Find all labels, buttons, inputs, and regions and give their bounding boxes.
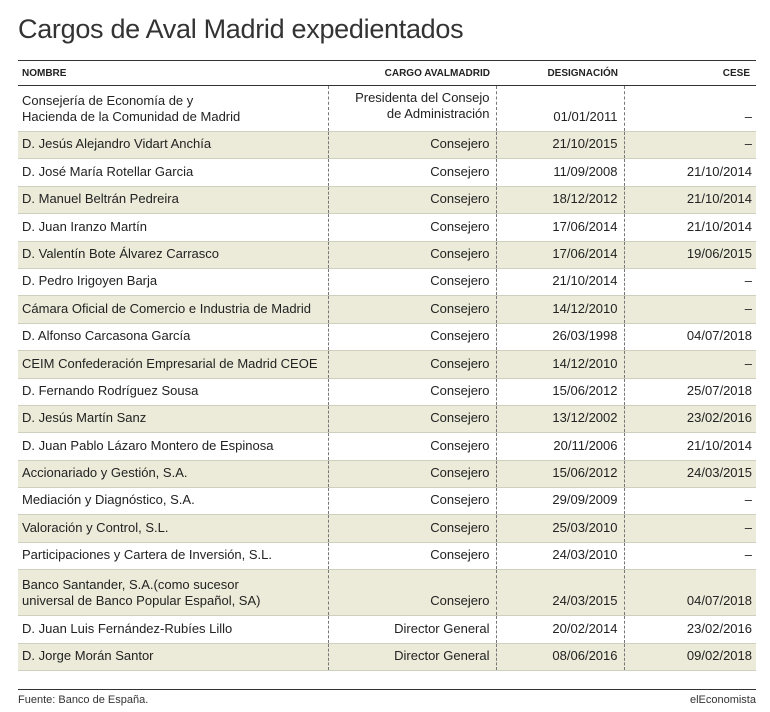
cell-designacion: 15/06/2012 <box>496 378 624 405</box>
cell-cargo: Director General <box>394 648 490 664</box>
cell-cese: – <box>744 273 752 289</box>
cell-cese: 24/03/2015 <box>686 465 752 481</box>
top-rule <box>18 60 756 61</box>
cell-designacion: 15/06/2012 <box>496 460 624 487</box>
cell-cese: – <box>744 109 752 124</box>
table-row <box>18 378 756 405</box>
table-row <box>18 488 756 515</box>
cell-nombre: D. Valentín Bote Álvarez Carrasco <box>18 241 328 268</box>
column-header-cese: CESE <box>624 62 756 86</box>
cell-designacion: 21/10/2015 <box>496 132 624 159</box>
cell-designacion: 21/10/2014 <box>496 268 624 295</box>
cell-nombre: D. Juan Luis Fernández-Rubíes Lillo <box>18 616 328 643</box>
cell-nombre-line: Hacienda de la Comunidad de Madrid <box>22 108 241 124</box>
column-header-cargo: CARGO AVALMADRID <box>328 62 496 86</box>
brand-label: elEconomista <box>689 694 756 706</box>
cell-designacion: 24/03/2010 <box>496 542 624 569</box>
cell-nombre: D. Juan Iranzo Martín <box>18 214 328 241</box>
cell-designacion: 13/12/2002 <box>496 405 624 432</box>
cell-designacion: 17/06/2014 <box>496 214 624 241</box>
table-row <box>18 323 756 350</box>
table-row <box>18 405 756 432</box>
cell-nombre: D. Fernando Rodríguez Sousa <box>18 378 328 405</box>
cell-cargo <box>328 86 496 132</box>
cell-nombre: Valoración y Control, S.L. <box>18 515 328 542</box>
cell-cese: 19/06/2015 <box>686 245 752 261</box>
table-row <box>18 433 756 460</box>
column-header-designacion: DESIGNACIÓN <box>496 62 624 86</box>
bottom-rule <box>18 689 756 690</box>
table-row <box>18 132 756 159</box>
chart-title: Cargos de Aval Madrid expedientados <box>18 14 464 44</box>
cell-cese: 21/10/2014 <box>686 437 752 453</box>
cell-designacion: 26/03/1998 <box>496 323 624 350</box>
table-row <box>18 616 756 643</box>
table-row <box>18 515 756 542</box>
cell-nombre: Cámara Oficial de Comercio e Industria de Madrid <box>18 296 328 323</box>
cell-cargo: Consejero <box>430 382 490 398</box>
table-row <box>18 570 756 616</box>
cell-cese: 04/07/2018 <box>686 593 752 609</box>
cell-designacion: 25/03/2010 <box>496 515 624 542</box>
cell-nombre <box>18 570 328 616</box>
header-row <box>18 62 756 86</box>
cell-nombre <box>18 86 328 132</box>
cell-cargo: Consejero <box>430 593 490 609</box>
table-row <box>18 460 756 487</box>
cell-nombre: D. Pedro Irigoyen Barja <box>18 268 328 295</box>
cell-cargo: Consejero <box>430 547 490 563</box>
cell-cargo: Consejero <box>430 191 490 207</box>
table-row <box>18 296 756 323</box>
cell-cese: – <box>744 300 752 316</box>
cell-cargo: Consejero <box>430 437 490 453</box>
table-row <box>18 241 756 268</box>
cell-designacion: 11/09/2008 <box>496 159 624 186</box>
cell-nombre: Participaciones y Cartera de Inversión, S.L. <box>18 542 328 569</box>
cell-cargo: Consejero <box>430 245 490 261</box>
table-row <box>18 351 756 378</box>
column-header-nombre: NOMBRE <box>18 62 328 86</box>
cell-cese: 21/10/2014 <box>686 218 752 234</box>
cell-cese: 23/02/2016 <box>686 410 752 426</box>
cell-designacion: 14/12/2010 <box>496 296 624 323</box>
table-row <box>18 214 756 241</box>
source-note: Fuente: Banco de España. <box>18 694 149 706</box>
cell-cese: – <box>744 492 752 508</box>
cell-nombre: D. Manuel Beltrán Pedreira <box>18 186 328 213</box>
cell-designacion: 20/11/2006 <box>496 433 624 460</box>
cell-nombre: D. Juan Pablo Lázaro Montero de Espinosa <box>18 433 328 460</box>
cell-cese: – <box>744 355 752 371</box>
cell-nombre: D. Jorge Morán Santor <box>18 643 328 670</box>
cell-nombre: CEIM Confederación Empresarial de Madrid CEOE <box>18 351 328 378</box>
cell-cargo-line: Presidenta del Consejo <box>355 90 490 105</box>
cell-cargo: Consejero <box>430 465 490 481</box>
cell-nombre: D. Alfonso Carcasona García <box>18 323 328 350</box>
table-row <box>18 268 756 295</box>
cell-designacion: 17/06/2014 <box>496 241 624 268</box>
cell-cargo: Consejero <box>430 163 490 179</box>
cell-cese: – <box>744 519 752 535</box>
cell-designacion: 29/09/2009 <box>496 488 624 515</box>
cell-designacion: 08/06/2016 <box>496 643 624 670</box>
cell-cargo: Consejero <box>430 300 490 316</box>
table-row <box>18 186 756 213</box>
cell-cargo: Consejero <box>430 410 490 426</box>
cell-cargo: Consejero <box>430 273 490 289</box>
cell-nombre-line: Consejería de Economía de y <box>22 92 194 108</box>
cell-cese: 25/07/2018 <box>686 382 752 398</box>
cell-cese: 21/10/2014 <box>686 163 752 179</box>
data-table <box>18 62 756 671</box>
cell-cargo: Director General <box>394 620 490 636</box>
cell-nombre: D. Jesús Martín Sanz <box>18 405 328 432</box>
cell-designacion: 01/01/2011 <box>496 86 624 132</box>
table-row <box>18 643 756 670</box>
cell-cese: 23/02/2016 <box>686 620 752 636</box>
cell-nombre: Accionariado y Gestión, S.A. <box>18 460 328 487</box>
cell-cargo: Consejero <box>430 519 490 535</box>
table-row <box>18 542 756 569</box>
cell-nombre-line: Banco Santander, S.A.(como sucesor <box>22 576 239 592</box>
cell-cese: – <box>744 136 752 152</box>
cell-nombre: Mediación y Diagnóstico, S.A. <box>18 488 328 515</box>
cell-cese: – <box>744 547 752 563</box>
table-row <box>18 86 756 132</box>
cell-designacion: 14/12/2010 <box>496 351 624 378</box>
cell-designacion: 18/12/2012 <box>496 186 624 213</box>
cell-nombre-line: universal de Banco Popular Español, SA) <box>22 592 261 608</box>
cell-cargo: Consejero <box>430 492 490 508</box>
cell-nombre: D. Jesús Alejandro Vidart Anchía <box>18 132 328 159</box>
cell-cese: 09/02/2018 <box>686 648 752 664</box>
cell-designacion: 24/03/2015 <box>496 570 624 616</box>
cell-cese: 04/07/2018 <box>686 328 752 344</box>
cell-cargo: Consejero <box>430 136 490 152</box>
cell-nombre: D. José María Rotellar Garcia <box>18 159 328 186</box>
cell-cargo: Consejero <box>430 218 490 234</box>
cell-cargo: Consejero <box>430 328 490 344</box>
table-row <box>18 159 756 186</box>
cell-cargo-line: de Administración <box>386 106 490 121</box>
cell-cese: 21/10/2014 <box>686 191 752 207</box>
cell-designacion: 20/02/2014 <box>496 616 624 643</box>
cell-cargo: Consejero <box>430 355 490 371</box>
